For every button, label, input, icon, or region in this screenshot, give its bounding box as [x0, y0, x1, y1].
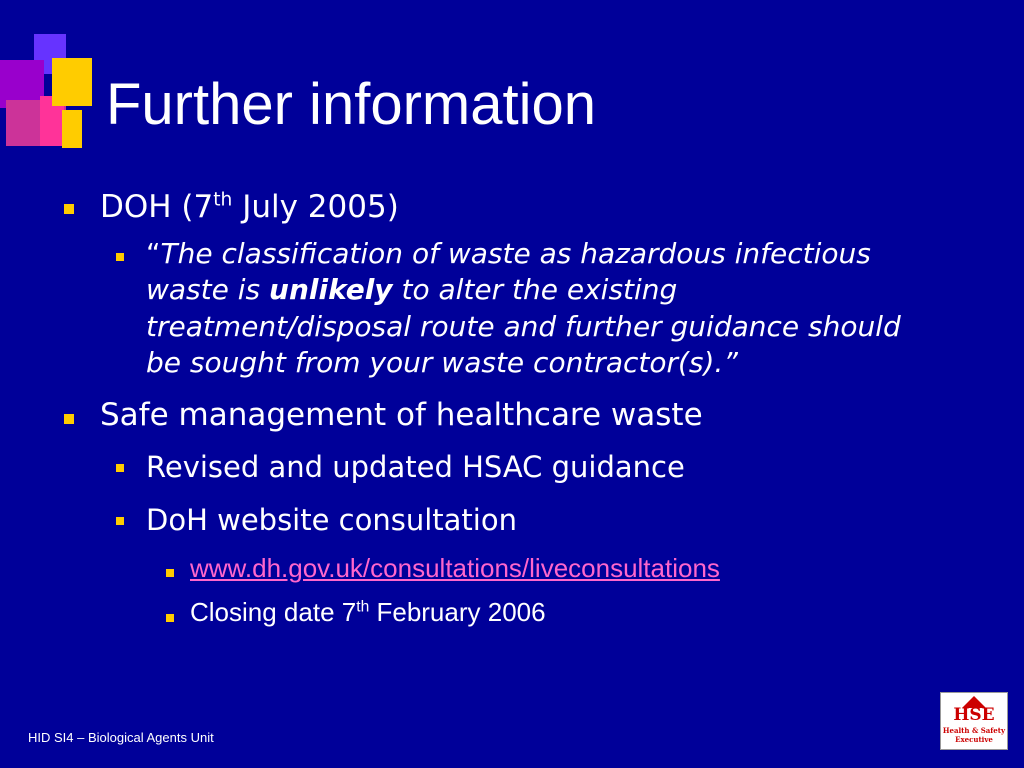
safe-management-item: Safe management of healthcare waste [100, 397, 703, 433]
doh-item [100, 188, 399, 226]
consultation-item: DoH website consultation [146, 503, 517, 537]
decorative-block [52, 58, 92, 106]
hse-logo [940, 692, 1008, 750]
closing-date-item [190, 594, 546, 630]
doh-sup: th [213, 189, 233, 211]
bullet-icon [166, 614, 174, 622]
logo-sub-line-1: Health & Safety [942, 726, 1006, 735]
closing-prefix: Closing date 7 [190, 597, 357, 627]
quote-emphasis: unlikely [269, 273, 393, 306]
quote-line-1 [146, 236, 871, 272]
revised-guidance-item: Revised and updated HSAC guidance [146, 450, 685, 484]
bullet-icon [116, 253, 124, 261]
consultation-link-item [190, 550, 720, 586]
bullet-icon [166, 569, 174, 577]
logo-subtext [941, 726, 1007, 744]
logo-sub-line-2: Executive [955, 735, 993, 744]
quote-text-2a: waste is [146, 273, 270, 306]
closing-sup: th [356, 598, 370, 616]
bullet-icon [116, 464, 124, 472]
quote-text-2b: to alter the existing [392, 273, 678, 306]
closing-suffix: February 2006 [369, 597, 546, 627]
quote-line-3: treatment/disposal route and further guidance should [146, 310, 901, 343]
logo-main-text: HSE [953, 705, 995, 725]
quote-open-mark: “ [146, 237, 161, 270]
bullet-icon [64, 414, 74, 424]
quote-text-1: The classification of waste as hazardous infectious [160, 237, 871, 270]
doh-suffix: July 2005) [232, 189, 399, 225]
slide-footer: HID SI4 – Biological Agents Unit [28, 730, 214, 745]
decorative-block [62, 110, 82, 148]
consultation-link[interactable]: www.dh.gov.uk/consultations/liveconsultations [190, 553, 720, 583]
bullet-icon [116, 517, 124, 525]
doh-prefix: DOH (7 [100, 189, 214, 225]
slide-title: Further information [106, 72, 596, 137]
quote-line-4: be sought from your waste contractor(s).” [146, 346, 738, 379]
bullet-icon [64, 204, 74, 214]
quote-line-2 [146, 272, 677, 308]
